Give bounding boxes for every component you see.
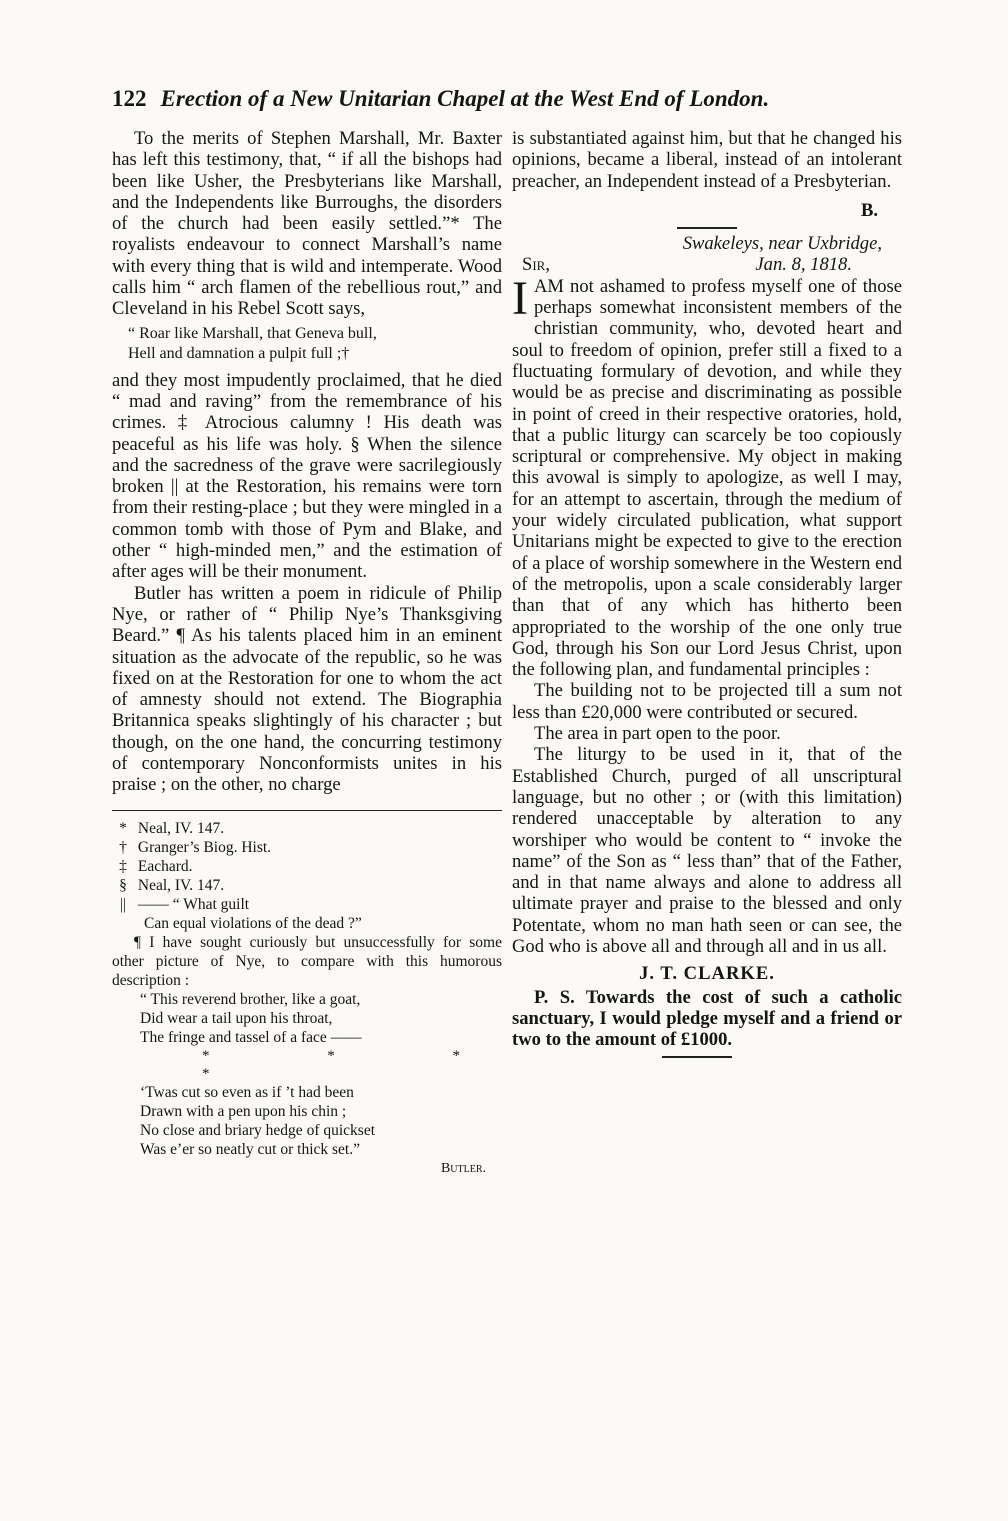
- verse-quotation: [128, 324, 502, 364]
- verse-line: “ This reverend brother, like a goat,: [140, 990, 361, 1008]
- footnote: [112, 876, 502, 895]
- verse-line: The fringe and tassel of a face ——: [140, 1028, 362, 1046]
- footnote-text: —— “ What guilt: [137, 895, 250, 913]
- end-divider: [662, 1056, 732, 1058]
- footnote: [112, 819, 502, 838]
- running-header: [112, 86, 902, 112]
- letter-text: AM not ashamed to profess myself one of those perhaps somewhat inconsistent members of the christian community, who, devoted heart and soul to freedom of opinion, prefer still a fixed to a fluctuating formulary of devotion, and while they would be as precise and discriminating as possible in point of creed in their respective oratories, hold, that a public liturgy can scarcely be too copiously scriptural or comprehensive. My object in making this avowal is simply to apologize, as well I may, for an attempt to ascertain, through the medium of your widely circulated publication, what support Unitarians might be expected to give to the erection of a place of worship somewhere in the Western end of the metropolis, upon a scale considerably larger than that of any which has hitherto been appropriated to the worship of the one only true God, through his Son our Lord Jesus Christ, upon the following plan, and fundamental principles :: [512, 275, 902, 681]
- ellipsis-stars: * * * *: [202, 1047, 502, 1082]
- verse-line: ‘Twas cut so even as if ’t had been: [140, 1083, 354, 1101]
- letter-dateline: Swakeleys, near Uxbridge,: [682, 233, 882, 255]
- paragraph: To the merits of Stephen Marshall, Mr. Baxter has left this testimony, that, “ if all the bishops had been like Usher, the Presbyterians like Marshall, and the Independents like Burroughs, the disorders of the church had been easily settled.”* The royalists endeavour to connect Marshall’s name with every thing that is wild and intemperate. Wood calls him “ arch flamen of the rebellious rout,” and Cleveland in his Rebel Scott says,: [112, 128, 502, 320]
- signature: B.: [860, 199, 878, 221]
- footnote-verse: [112, 990, 502, 1047]
- paragraph: The building not to be projected till a sum not less than £20,000 were contributed or secured.: [512, 680, 902, 723]
- salutation: Sir,: [522, 254, 550, 276]
- paragraph: The area in part open to the poor.: [534, 723, 781, 745]
- running-title: Erection of a New Unitarian Chapel at the West End of London.: [160, 86, 770, 111]
- footnote-text: Granger’s Biog. Hist.: [137, 838, 272, 856]
- postscript: P. S. Towards the cost of such a catholic sanctuary, I would pledge myself and a friend or two to the amount of £1000.: [512, 986, 902, 1051]
- footnote: [112, 838, 502, 857]
- paragraph: and they most impudently proclaimed, that he died “ mad and raving” from the remembrance of his crimes. ‡ Atrocious calumny ! His death was peaceful as his life was holy. § When the silence and the sacredness of the grave were sacrilegiously broken || at the Restoration, his remains were torn from their resting-place ; but they were mingled in a common tomb with those of Pym and Blake, and other “ high-minded men,” and the estimation of after ages will be their monument.: [112, 369, 502, 583]
- footnote-text: Eachard.: [137, 857, 193, 875]
- verse-line: Drawn with a pen upon his chin ;: [140, 1102, 347, 1120]
- footnote-verse: [112, 1083, 502, 1159]
- verse-line: Did wear a tail upon his throat,: [140, 1009, 333, 1027]
- section-divider: [677, 227, 737, 229]
- footnote-divider: [112, 810, 502, 811]
- paragraph: The liturgy to be used in it, that of the Established Church, purged of all unscriptural language, but no other ; or (with this limitation) rendered unacceptable by alteration to any worshiper who would be content to “ invoke the name” of the Son as “ less than” that of the Father, and in that name always and alone to address all ultimate prayer and praise to the blessed and only Potentate, whom no man hath seen or can see, the God who is above all and through all and in us all.: [512, 744, 902, 957]
- right-column: [512, 128, 902, 1058]
- verse-line: “ Roar like Marshall, that Geneva bull,: [128, 324, 377, 342]
- salutation-row: [522, 254, 852, 275]
- footnote: [112, 857, 502, 876]
- verse-line: No close and briary hedge of quickset: [140, 1121, 376, 1139]
- footnote-paragraph: ¶ I have sought curiously but unsuccessfully for some other picture of Nye, to compare with this humorous description :: [112, 933, 502, 989]
- verse-line: Was e’er so neatly cut or thick set.”: [140, 1140, 360, 1158]
- footnote-mark: †: [119, 838, 127, 856]
- paragraph: is substantiated against him, but that he changed his opinions, became a liberal, instead of an intolerant preacher, an Independent instead of a Presbyterian.: [512, 128, 902, 192]
- footnote-mark: §: [119, 876, 127, 894]
- letter-date: Jan. 8, 1818.: [755, 254, 852, 276]
- letter-paragraph: [512, 271, 902, 681]
- closing-signature: J. T. CLARKE.: [639, 963, 775, 985]
- footnote-mark: *: [119, 819, 127, 837]
- left-column: [112, 128, 502, 1178]
- footnote-text: Neal, IV. 147.: [137, 819, 225, 837]
- verse-line: Hell and damnation a pulpit full ;†: [128, 344, 350, 362]
- footnote-mark: ‡: [119, 857, 127, 875]
- footnote-signature: Butler.: [440, 1160, 486, 1176]
- footnote-mark: ||: [119, 895, 127, 913]
- footnote: [112, 895, 502, 914]
- footnotes: [112, 819, 502, 1178]
- page-number: 122: [112, 86, 147, 111]
- footnote-text: Neal, IV. 147.: [137, 876, 225, 894]
- paragraph: Butler has written a poem in ridicule of Philip Nye, or rather of “ Philip Nye’s Thanksgiving Beard.” ¶ As his talents placed him in an eminent situation as the advocate of the republic, so he was fixed on at the Restoration for one to whom the act of amnesty should not extend. The Biographia Britannica speaks slightingly of his character ; but though, on the one hand, the concurring testimony of contemporary Nonconformists unites in his praise ; on the other, no charge: [112, 582, 502, 796]
- drop-cap: I: [512, 271, 528, 325]
- footnote-continuation: Can equal violations of the dead ?”: [144, 914, 362, 932]
